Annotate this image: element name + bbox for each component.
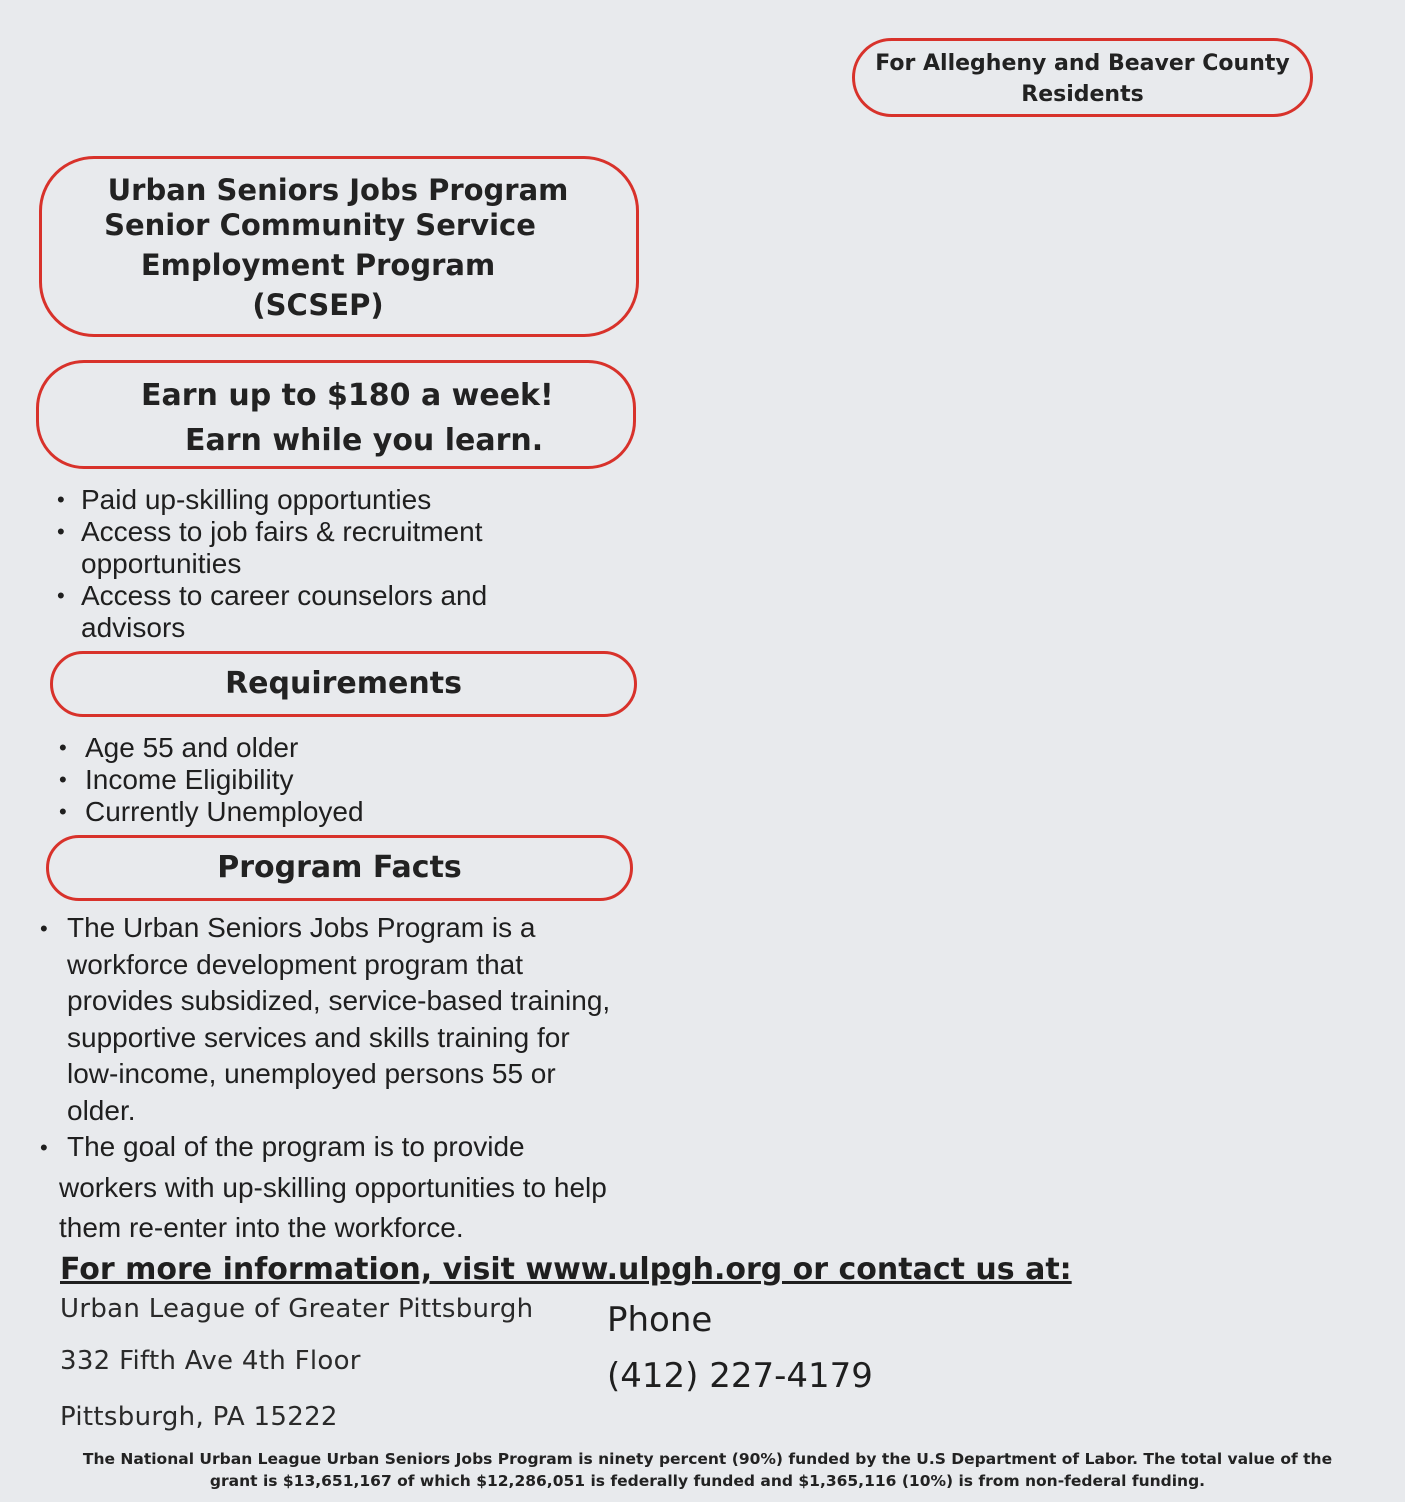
benefits-list bbox=[57, 484, 617, 644]
disclaimer-line1: The National Urban League Urban Seniors Jobs Program is ninety percent (90%) funded by the U.S Department of Labor. The total value of the bbox=[82, 1450, 1333, 1468]
bullet-icon: • bbox=[59, 735, 67, 760]
bullet-icon: • bbox=[59, 799, 67, 824]
list-item: • Currently Unemployed bbox=[59, 796, 364, 827]
organization-name: Urban League of Greater Pittsburgh bbox=[60, 1294, 534, 1324]
program-title-line2: Senior Community Service bbox=[104, 208, 536, 242]
county-badge-line2: Residents bbox=[1021, 82, 1144, 107]
county-badge-line1: For Allegheny and Beaver County bbox=[875, 51, 1290, 76]
bullet-icon: • bbox=[57, 583, 65, 608]
earn-line2: Earn while you learn. bbox=[185, 423, 544, 458]
street-address: 332 Fifth Ave 4th Floor bbox=[60, 1346, 361, 1376]
program-title-line3: Employment Program bbox=[140, 248, 496, 282]
bullet-icon: • bbox=[57, 487, 65, 512]
list-item: • Access to job fairs & recruitment opportunities bbox=[57, 516, 483, 579]
funding-disclaimer bbox=[20, 1448, 1395, 1492]
list-item: • Income Eligibility bbox=[59, 764, 294, 795]
program-title-line1: Urban Seniors Jobs Program bbox=[107, 173, 569, 207]
phone-number: (412) 227-4179 bbox=[607, 1356, 873, 1396]
program-title-box bbox=[39, 156, 639, 337]
bullet-icon: • bbox=[59, 767, 67, 792]
list-item: • The Urban Seniors Jobs Program is a workforce development program that provides subsidized, service-based training, supportive services and skills training for low-income, unemployed persons 55 or older. bbox=[40, 912, 611, 1126]
earn-box bbox=[36, 360, 636, 469]
program-facts-heading: Program Facts bbox=[46, 835, 633, 901]
bullet-icon: • bbox=[40, 916, 48, 941]
requirements-heading: Requirements bbox=[50, 651, 637, 717]
list-item: • Age 55 and older bbox=[59, 732, 299, 763]
more-info-heading: For more information, visit www.ulpgh.org or contact us at: bbox=[60, 1252, 1072, 1287]
disclaimer-line2: grant is $13,651,167 of which $12,286,051 is federally funded and $1,365,116 (10%) is from non-federal funding. bbox=[209, 1472, 1206, 1490]
city-address: Pittsburgh, PA 15222 bbox=[60, 1402, 338, 1432]
earn-line1: Earn up to $180 a week! bbox=[141, 378, 554, 413]
program-title-line4: (SCSEP) bbox=[252, 288, 384, 322]
requirements-list bbox=[57, 732, 617, 828]
list-item: • Paid up-skilling opportunties bbox=[57, 484, 432, 515]
phone-label: Phone bbox=[607, 1300, 713, 1340]
bullet-icon: • bbox=[57, 519, 65, 544]
bullet-icon: • bbox=[40, 1135, 48, 1160]
list-item: • Access to career counselors and advisors bbox=[57, 580, 488, 643]
program-facts-list bbox=[40, 910, 720, 1129]
county-badge bbox=[852, 38, 1313, 117]
